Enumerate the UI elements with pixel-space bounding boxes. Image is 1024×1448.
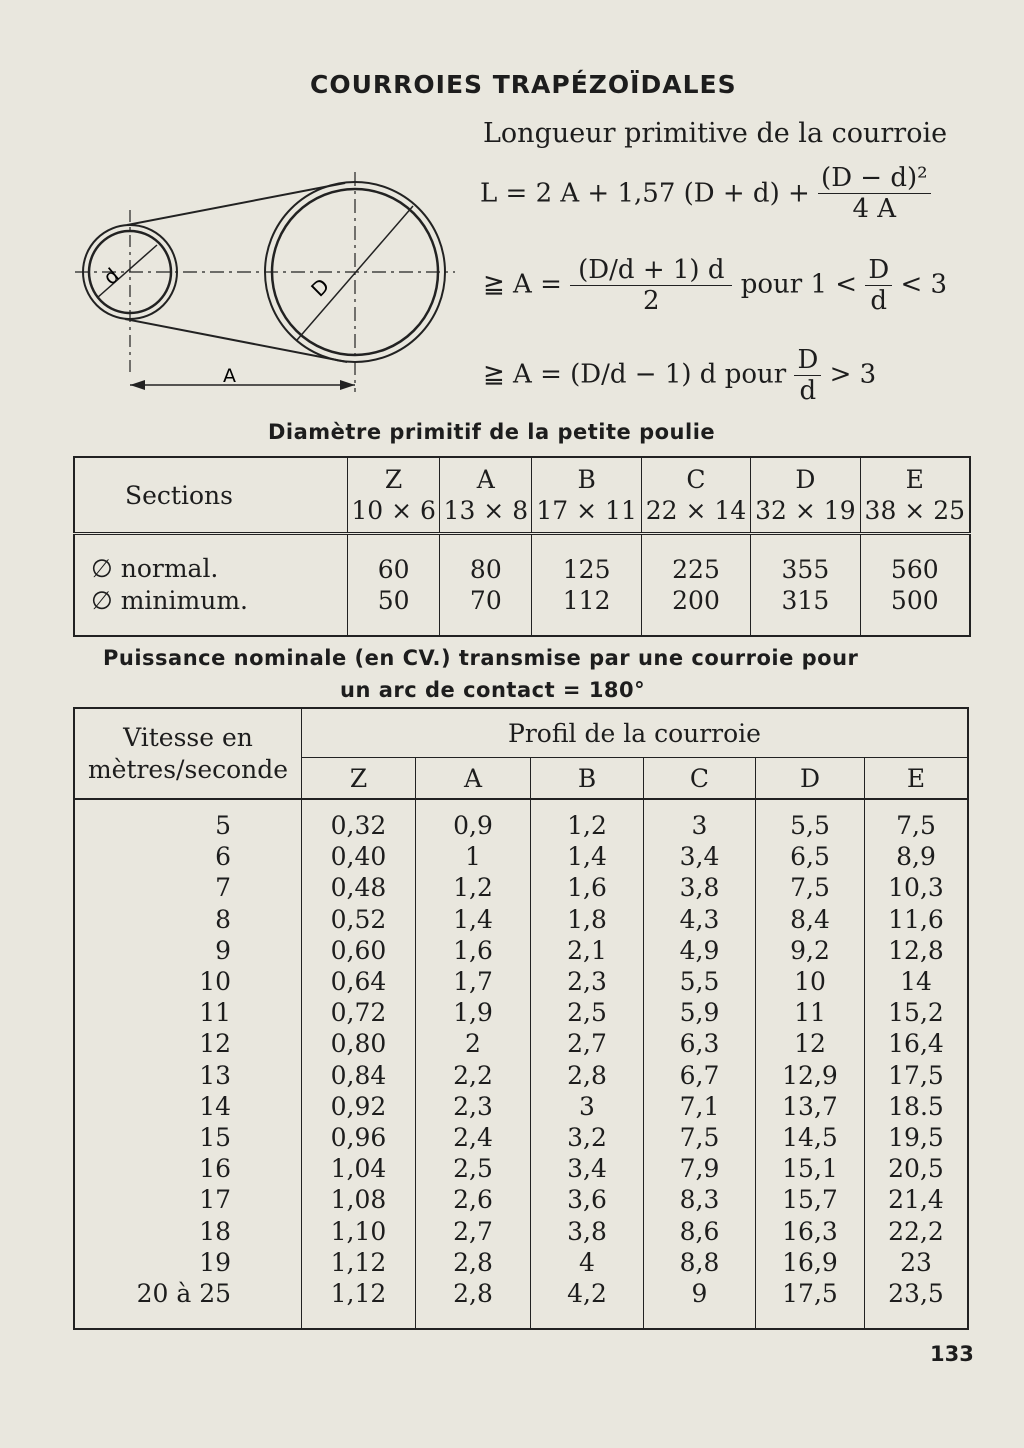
col-name: C [686, 465, 706, 494]
power-value: 2,8 [567, 1060, 607, 1090]
power-value: 1,12 [330, 1279, 387, 1309]
power-value: 1,10 [330, 1216, 387, 1246]
power-value: 1,6 [453, 935, 493, 965]
speed-header [74, 708, 302, 799]
value: 50 [377, 586, 410, 615]
power-value: 0,40 [330, 842, 387, 872]
power-value: 2,8 [453, 1247, 493, 1277]
power-value: 14 [900, 967, 932, 997]
page-number: 133 [930, 1342, 974, 1366]
power-value: 3,2 [567, 1123, 607, 1153]
pulley-diagram [75, 170, 465, 400]
col-size: 17 × 11 [536, 496, 637, 525]
speed-value: 7 [215, 873, 231, 903]
power-value: 9,2 [790, 935, 830, 965]
small-diameter-label: d [98, 263, 124, 290]
table2-caption-line1: Puissance nominale (en CV.) transmise par une courroie pour [103, 646, 859, 670]
cond2-ratio-den: d [799, 376, 817, 406]
power-value: 23 [900, 1247, 932, 1277]
power-value: 12,8 [888, 935, 944, 965]
cond1-lhs: ≧ A = [483, 269, 562, 300]
power-value: 2,8 [453, 1279, 493, 1309]
power-value: 17,5 [888, 1060, 944, 1090]
power-value: 1,4 [567, 842, 607, 872]
power-value: 1 [465, 842, 481, 872]
power-value: 4,9 [679, 935, 720, 965]
power-value: 22,2 [888, 1216, 944, 1246]
col-name: B [577, 465, 596, 494]
power-value: 1,2 [453, 873, 493, 903]
arrow-right-icon [340, 380, 355, 390]
power-value: 7,5 [896, 811, 936, 840]
power-value: 4,3 [679, 904, 720, 934]
power-value: 3,4 [679, 842, 720, 872]
power-value: 8,3 [679, 1185, 720, 1215]
power-value: 23,5 [888, 1279, 944, 1309]
power-value: 9 [691, 1279, 708, 1309]
speed-value: 13 [199, 1060, 231, 1090]
power-value: 2,7 [567, 1029, 607, 1059]
power-value: 0,96 [330, 1123, 387, 1153]
power-value: 5,5 [679, 967, 720, 997]
power-value: 19,5 [888, 1123, 944, 1153]
col-header [860, 457, 970, 534]
table1-header-row [74, 457, 970, 534]
power-value: 10 [794, 967, 826, 997]
power-value: 2,3 [453, 1091, 493, 1121]
power-value: 2,3 [567, 967, 607, 997]
speed-value: 14 [199, 1091, 231, 1121]
profile-col-header: E [865, 758, 969, 800]
power-value: 18.5 [888, 1091, 944, 1121]
value: 560 [890, 555, 939, 584]
power-value: 3 [691, 811, 708, 840]
power-value: 7,1 [679, 1091, 720, 1121]
col-name: D [795, 465, 816, 494]
sections-header: Sections [74, 457, 348, 534]
power-value: 7,5 [790, 873, 830, 903]
col-size: 13 × 8 [443, 496, 529, 525]
power-value: 0,32 [330, 811, 387, 840]
power-value: 8,6 [679, 1216, 720, 1246]
power-value: 1,2 [567, 811, 607, 840]
cond1-fraction [570, 255, 732, 316]
power-value: 1,08 [330, 1185, 387, 1215]
cond1-mid: pour 1 < [740, 269, 858, 300]
power-value: 0,64 [330, 967, 387, 997]
power-value: 13,7 [782, 1091, 838, 1121]
power-value: 1,6 [567, 873, 607, 903]
profile-col-header: D [756, 758, 865, 800]
speed-value: 11 [199, 998, 231, 1028]
power-value: 14,5 [782, 1123, 838, 1153]
power-value: 1,12 [330, 1247, 387, 1277]
col-size: 22 × 14 [645, 496, 747, 525]
cond2-ratio [794, 345, 821, 406]
cond1-ratio-num: D [865, 255, 892, 286]
row-labels [74, 534, 348, 637]
condition-formula-1 [483, 255, 947, 316]
speed-value: 19 [199, 1247, 231, 1277]
profile-header: Profil de la courroie [508, 718, 761, 748]
power-value: 0,72 [330, 998, 387, 1028]
table2-data-row [74, 799, 968, 1329]
power-value: 21,4 [888, 1185, 944, 1215]
col-header [751, 457, 860, 534]
value-cell [440, 534, 532, 637]
power-value: 3,4 [567, 1154, 607, 1184]
power-value: 15,1 [782, 1154, 838, 1184]
col-size: 32 × 19 [755, 496, 856, 525]
col-header [348, 457, 440, 534]
value-cell [641, 534, 750, 637]
power-value: 1,4 [453, 904, 493, 934]
speed-header-line1: Vitesse en [123, 722, 253, 752]
value: 112 [562, 586, 611, 615]
power-value: 16,3 [782, 1216, 838, 1246]
power-value: 2,7 [453, 1216, 493, 1246]
power-value: 1,7 [453, 967, 493, 997]
length-formula-fraction [818, 163, 931, 224]
power-value: 7,5 [679, 1123, 720, 1153]
col-size: 10 × 6 [351, 496, 436, 525]
speed-value: 18 [199, 1216, 231, 1246]
power-value: 20,5 [888, 1154, 944, 1184]
center-distance-label: A [223, 365, 236, 387]
row-label: ∅ minimum. [91, 586, 248, 615]
speed-value: 17 [199, 1185, 231, 1215]
length-formula-numerator: (D − d)² [818, 163, 931, 194]
speed-column [74, 799, 302, 1329]
power-value: 0,48 [330, 873, 387, 903]
cond1-denominator: 2 [643, 286, 660, 316]
profile-col-header: A [416, 758, 531, 800]
cond2-ratio-num: D [794, 345, 821, 376]
power-value: 0,9 [453, 811, 493, 840]
power-value: 2 [465, 1029, 481, 1059]
speed-value: 10 [199, 967, 231, 997]
belt-bottom [125, 319, 347, 362]
value-cell [860, 534, 970, 637]
speed-value: 12 [199, 1029, 231, 1059]
power-value: 1,04 [330, 1154, 387, 1184]
power-value: 17,5 [782, 1279, 838, 1309]
diameter-table [73, 456, 971, 637]
power-value: 0,60 [330, 935, 387, 965]
page-title: COURROIES TRAPÉZOÏDALES [310, 70, 737, 99]
power-value: 0,52 [330, 904, 387, 934]
table1-body-row [74, 534, 970, 637]
profile-column-d [756, 799, 865, 1329]
cond1-numerator: (D/d + 1) d [570, 255, 732, 286]
profile-column-c [644, 799, 756, 1329]
arrow-left-icon [130, 380, 145, 390]
length-formula [480, 165, 931, 224]
col-name: A [476, 465, 495, 494]
length-formula-denominator: 4 A [852, 194, 897, 224]
power-value: 1,8 [567, 904, 607, 934]
table2-header-row1 [74, 708, 968, 758]
value: 500 [890, 586, 939, 615]
large-diameter-label: D [306, 273, 335, 302]
power-value: 3,8 [679, 873, 720, 903]
power-value: 4 [579, 1247, 595, 1277]
power-value: 4,2 [567, 1279, 607, 1309]
speed-header-line2: mètres/seconde [87, 754, 289, 784]
power-value: 8,8 [679, 1247, 720, 1277]
power-value: 6,5 [790, 842, 830, 872]
profile-column-a [416, 799, 531, 1329]
power-value: 11,6 [888, 904, 944, 934]
speed-value: 9 [215, 935, 231, 965]
value: 70 [469, 586, 502, 615]
power-value: 3,6 [567, 1185, 607, 1215]
power-value: 7,9 [679, 1154, 720, 1184]
power-value: 2,5 [453, 1154, 493, 1184]
value: 200 [672, 586, 720, 615]
speed-value: 8 [215, 904, 231, 934]
profile-col-header: B [531, 758, 644, 800]
power-value: 11 [794, 998, 826, 1028]
profile-column-b [531, 799, 644, 1329]
cond1-ratio-den: d [870, 286, 888, 316]
col-name: E [905, 465, 924, 494]
value: 315 [781, 586, 830, 615]
condition-formula-2 [483, 345, 876, 406]
power-value: 6,3 [679, 1029, 720, 1059]
speed-value: 15 [199, 1123, 231, 1153]
power-value: 3 [579, 1091, 595, 1121]
value: 80 [469, 555, 502, 584]
value: 125 [562, 555, 611, 584]
power-value: 2,6 [453, 1185, 493, 1215]
power-value: 3,8 [567, 1216, 607, 1246]
col-header [532, 457, 641, 534]
value: 225 [672, 555, 720, 584]
power-value: 0,80 [330, 1029, 387, 1059]
power-table [73, 707, 969, 1330]
power-value: 12,9 [782, 1060, 838, 1090]
table1-caption: Diamètre primitif de la petite poulie [268, 420, 716, 444]
power-value: 5,9 [679, 998, 720, 1028]
power-value: 16,9 [782, 1247, 838, 1277]
value: 60 [377, 555, 410, 584]
power-value: 5,5 [790, 811, 830, 840]
power-value: 15,2 [888, 998, 944, 1028]
power-value: 6,7 [679, 1060, 720, 1090]
power-value: 8,4 [790, 904, 830, 934]
row-label: ∅ normal. [91, 554, 219, 583]
value: 355 [781, 555, 830, 584]
value-cell [532, 534, 641, 637]
col-header [641, 457, 750, 534]
profile-col-header: Z [302, 758, 416, 800]
power-value: 2,4 [453, 1123, 493, 1153]
profile-column-z [302, 799, 416, 1329]
power-value: 1,9 [453, 998, 493, 1028]
power-value: 12 [794, 1029, 826, 1059]
power-value: 0,92 [330, 1091, 387, 1121]
table2-caption-line2: un arc de contact = 180° [340, 678, 646, 702]
speed-value: 6 [215, 842, 231, 872]
belt-top [127, 183, 345, 225]
speed-value: 16 [199, 1154, 231, 1184]
power-value: 15,7 [782, 1185, 838, 1215]
length-formula-lhs: L = 2 A + 1,57 (D + d) + [480, 178, 810, 209]
power-value: 16,4 [888, 1029, 944, 1059]
cond2-lhs: ≧ A = (D/d − 1) d pour [483, 359, 787, 390]
power-value: 8,9 [896, 842, 936, 872]
power-value: 2,1 [567, 935, 607, 965]
cond2-end: > 3 [829, 359, 877, 390]
power-value: 10,3 [888, 873, 944, 903]
speed-value: 20 à 25 [136, 1279, 231, 1309]
col-size: 38 × 25 [864, 496, 966, 525]
cond1-end: < 3 [900, 269, 948, 300]
col-header [440, 457, 532, 534]
power-value: 0,84 [330, 1060, 387, 1090]
speed-value: 5 [215, 811, 231, 840]
power-value: 2,2 [453, 1060, 493, 1090]
profile-col-header: C [644, 758, 756, 800]
value-cell [751, 534, 860, 637]
value-cell [348, 534, 440, 637]
power-value: 2,5 [567, 998, 607, 1028]
formula-subtitle: Longueur primitive de la courroie [483, 118, 948, 149]
cond1-ratio [865, 255, 892, 316]
col-name: Z [384, 465, 403, 494]
profile-column-e [865, 799, 969, 1329]
